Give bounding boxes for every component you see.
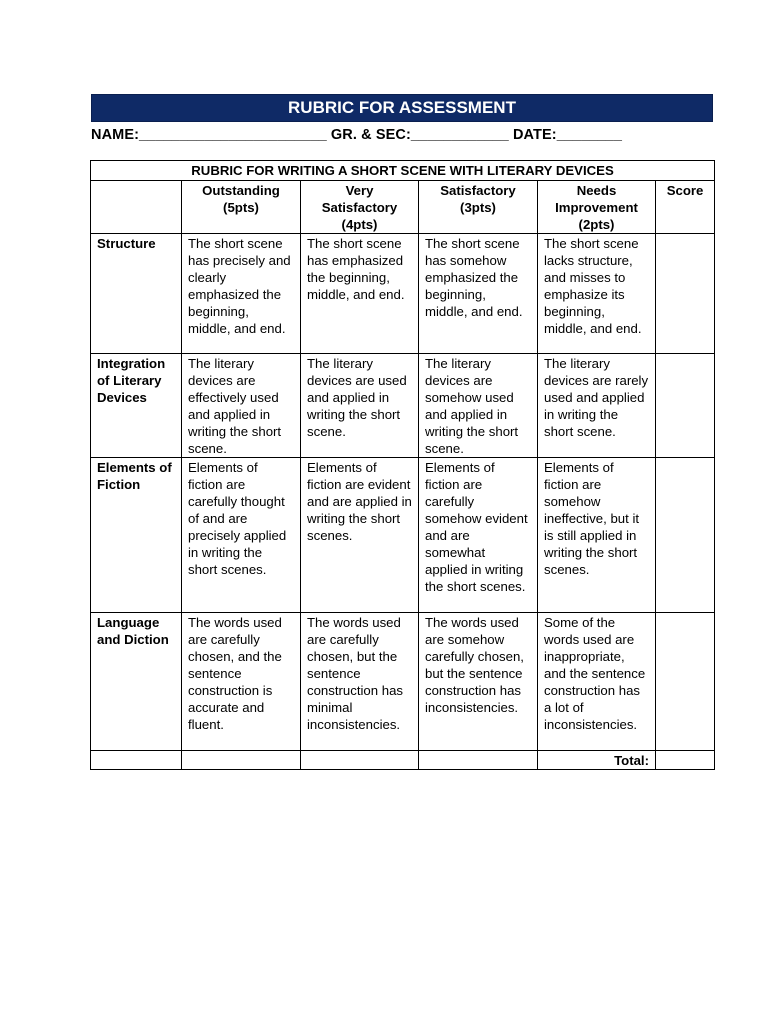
column-header-very-satisfactory: Very Satisfactory (4pts): [301, 181, 419, 234]
empty-cell: [419, 751, 538, 770]
score-cell[interactable]: [656, 613, 715, 751]
column-header-score: Score: [656, 181, 715, 234]
description-cell: The words used are carefully chosen, but the sentence construction has minimal inconsistencies.: [301, 613, 419, 751]
description-cell: The short scene has somehow emphasized the beginning, middle, and end.: [419, 234, 538, 354]
description-cell: Elements of fiction are carefully thought of and are precisely applied in writing the short scenes.: [182, 458, 301, 613]
description-cell: Elements of fiction are evident and are applied in writing the short scenes.: [301, 458, 419, 613]
empty-cell: [182, 751, 301, 770]
criterion-cell: Language and Diction: [91, 613, 182, 751]
empty-cell: [91, 751, 182, 770]
rubric-table: [90, 160, 715, 770]
criterion-cell: Integration of Literary Devices: [91, 354, 182, 458]
column-header-outstanding: Outstanding (5pts): [182, 181, 301, 234]
table-heading: RUBRIC FOR WRITING A SHORT SCENE WITH LITERARY DEVICES: [91, 161, 715, 181]
table-row: [91, 354, 715, 458]
description-cell: Elements of fiction are somehow ineffective, but it is still applied in writing the short scenes.: [538, 458, 656, 613]
score-cell[interactable]: [656, 354, 715, 458]
total-score-cell[interactable]: [656, 751, 715, 770]
table-row: [91, 458, 715, 613]
description-cell: Elements of fiction are carefully somehow evident and are somewhat applied in writing the short scenes.: [419, 458, 538, 613]
description-cell: The short scene has precisely and clearly emphasized the beginning, middle, and end.: [182, 234, 301, 354]
description-cell: The words used are carefully chosen, and the sentence construction is accurate and fluent.: [182, 613, 301, 751]
description-cell: The literary devices are rarely used and applied in writing the short scene.: [538, 354, 656, 458]
banner-title: RUBRIC FOR ASSESSMENT: [288, 98, 516, 117]
description-cell: Some of the words used are inappropriate, and the sentence construction has a lot of inconsistencies.: [538, 613, 656, 751]
column-header-row: [91, 181, 715, 234]
description-cell: The literary devices are used and applied in writing the short scene.: [301, 354, 419, 458]
rubric-banner: [91, 94, 713, 122]
score-cell[interactable]: [656, 458, 715, 613]
column-header-satisfactory: Satisfactory (3pts): [419, 181, 538, 234]
table-row: [91, 613, 715, 751]
description-cell: The short scene lacks structure, and misses to emphasize its beginning, middle, and end.: [538, 234, 656, 354]
table-heading-row: [91, 161, 715, 181]
student-info-line: NAME:_______________________ GR. & SEC:____________ DATE:________: [91, 127, 623, 143]
criterion-cell: Structure: [91, 234, 182, 354]
score-cell[interactable]: [656, 234, 715, 354]
table-row: [91, 234, 715, 354]
description-cell: The words used are somehow carefully chosen, but the sentence construction has inconsistencies.: [419, 613, 538, 751]
empty-cell: [301, 751, 419, 770]
column-header-needs-improvement: Needs Improvement (2pts): [538, 181, 656, 234]
total-label: Total:: [538, 751, 656, 770]
description-cell: The literary devices are somehow used and applied in writing the short scene.: [419, 354, 538, 458]
criterion-cell: Elements of Fiction: [91, 458, 182, 613]
column-header-criteria: [91, 181, 182, 234]
description-cell: The literary devices are effectively used and applied in writing the short scene.: [182, 354, 301, 458]
description-cell: The short scene has emphasized the beginning, middle, and end.: [301, 234, 419, 354]
total-row: [91, 751, 715, 770]
